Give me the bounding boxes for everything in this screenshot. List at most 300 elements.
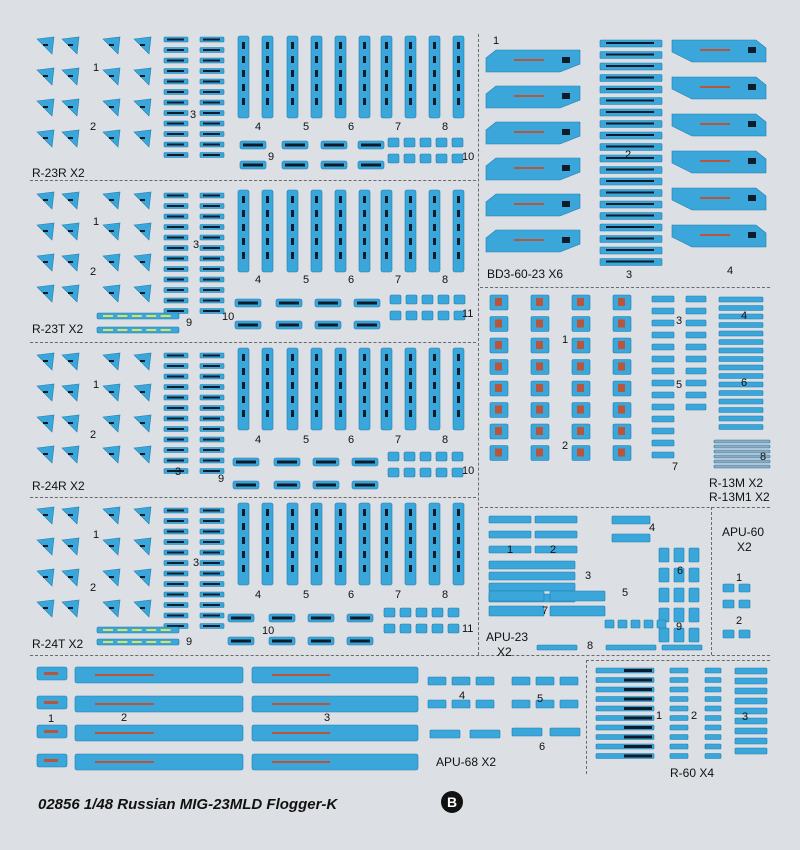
rail-end-mark [44,730,58,733]
stencil-text [167,428,184,430]
item-number: 7 [395,121,402,133]
stencil-text [167,449,184,451]
r60-small [705,725,721,730]
stencil-mark [363,354,366,361]
divider [586,660,587,774]
stencil-mark [433,56,436,63]
slot-mark [311,617,331,620]
stencil-text [167,39,184,41]
stencil-mark [291,252,294,259]
r13-long-stencil [719,323,763,328]
stencil-mark [339,551,342,558]
section-name-r13m1: R-13M1 X2 [709,490,770,504]
item-number: 5 [303,589,310,601]
stencil-mark [68,44,73,46]
stencil-mark [363,252,366,259]
r13-mark [495,363,502,371]
stencil-mark [109,514,114,516]
item-number: 7 [672,461,679,473]
r13-long-stencil [719,416,763,421]
stencil-mark [457,354,460,361]
stencil-text [203,268,220,270]
stencil-text [167,237,184,239]
stencil-mark [433,98,436,105]
stencil-mark [457,509,460,516]
r13-stencil [686,356,706,362]
stencil-mark [68,261,73,263]
stencil-text [203,49,220,51]
stencil-text [203,386,220,388]
stencil-text [167,268,184,270]
r13-mark [536,341,543,349]
apu23-block [659,548,669,562]
stencil-mark [339,523,342,530]
r13-mark [536,320,543,328]
stencil-mark [385,565,388,572]
section-name-apu23-qty: X2 [497,645,512,659]
stencil-mark [315,70,318,77]
stencil-mark [68,607,73,609]
stencil-mark [242,84,245,91]
stencil-mark [433,42,436,49]
slot-mark [318,324,338,327]
section-name-r13m: R-13M X2 [709,476,764,490]
r60-mark [624,679,652,682]
stencil-text [203,439,220,441]
stencil-mark [385,56,388,63]
stencil-mark [385,210,388,217]
stencil-mark [68,545,73,547]
stencil-mark [409,368,412,375]
stencil-mark [109,453,114,455]
stencil-mark [140,106,145,108]
stripe-mark [146,315,156,317]
r60-mark [624,736,652,739]
stencil-text [203,510,220,512]
pylon-symbol [562,93,570,99]
stencil-mark [409,84,412,91]
slot-mark [272,617,292,620]
stencil-text [167,355,184,357]
stencil-mark [68,230,73,232]
stencil-mark [457,238,460,245]
stencil-mark [409,410,412,417]
stencil-text [167,49,184,51]
stencil-text [167,407,184,409]
stencil-text [203,81,220,83]
r13-mark [495,320,502,328]
slot-mark [243,164,263,167]
item-number: 1 [736,572,743,584]
stencil-mark [68,75,73,77]
stencil-mark [363,551,366,558]
stencil-mark [385,382,388,389]
apu23-block [659,628,669,642]
pylon-stencil [700,234,730,236]
stencil-text [203,365,220,367]
stencil-text [167,594,184,596]
r13-long-stencil [719,425,763,430]
stencil-mark [109,137,114,139]
apu23-small [618,620,627,628]
stencil-mark [242,523,245,530]
stencil-text [167,205,184,207]
r13-stencil [686,320,706,326]
stencil-text [167,258,184,260]
stencil-text [167,300,184,302]
item-number: 4 [255,589,262,601]
apu68-decal [560,677,578,685]
stencil-mark [68,391,73,393]
item-number: 1 [93,216,100,228]
stencil-mark [339,56,342,63]
stencil-mark [109,360,114,362]
stencil-text [606,54,654,56]
stencil-mark [433,238,436,245]
stencil-mark [266,382,269,389]
item-number: 6 [677,565,684,577]
item-number: 2 [90,582,97,594]
r13-mark [536,406,543,414]
r60-small [670,678,688,683]
divider [30,497,476,498]
stencil-mark [433,551,436,558]
item-number: 7 [395,589,402,601]
stencil-text [606,42,654,44]
stencil-text [167,226,184,228]
stencil-mark [266,410,269,417]
small-square-decal [420,154,431,163]
r13-stencil [686,368,706,374]
apu60-decal [723,600,734,608]
stencil-text [203,60,220,62]
stencil-mark [43,261,48,263]
slot-mark [316,484,336,487]
stripe-mark [132,629,142,631]
r60-stencil [735,748,767,754]
pylon-symbol [748,121,756,127]
stencil-mark [266,238,269,245]
stencil-text [203,195,220,197]
stencil-mark [140,576,145,578]
r60-small [670,716,688,721]
r13-stencil [652,404,674,410]
stencil-mark [433,354,436,361]
stencil-mark [457,98,460,105]
stencil-text [203,552,220,554]
item-number: 1 [93,529,100,541]
stencil-text [203,154,220,156]
stencil-mark [385,196,388,203]
stencil-mark [242,396,245,403]
small-square-decal [420,468,431,477]
stencil-mark [242,252,245,259]
stencil-mark [266,396,269,403]
item-number: 4 [727,265,734,277]
stencil-mark [339,210,342,217]
stencil-text [203,39,220,41]
stencil-text [606,123,654,125]
stencil-text [203,531,220,533]
stencil-mark [140,360,145,362]
r13-stencil [686,404,706,410]
item-number: 2 [550,544,557,556]
stencil-mark [140,261,145,263]
apu68-decal [428,677,446,685]
item-number: 9 [218,473,225,485]
r13-mark [495,341,502,349]
slot-mark [285,144,305,147]
r13-long-stencil [719,408,763,413]
stencil-text [203,397,220,399]
r60-small [705,678,721,683]
apu68-decal [476,700,494,708]
divider [480,287,770,288]
stencil-text [203,520,220,522]
r13-mark [577,320,584,328]
apu23-small [644,620,653,628]
stencil-mark [409,523,412,530]
stencil-mark [409,252,412,259]
stripe-mark [103,629,113,631]
item-number: 2 [625,149,632,161]
small-square-decal [404,452,415,461]
pylon-stencil [514,59,544,61]
stripe-mark [132,329,142,331]
stencil-mark [291,70,294,77]
stencil-mark [140,545,145,547]
stencil-mark [43,106,48,108]
sheet-title: 02856 1/48 Russian MIG-23MLD Flogger-K [38,796,338,813]
r13-stencil [652,320,674,326]
small-square-decal [454,295,465,304]
stencil-mark [68,106,73,108]
apu68-decal [476,677,494,685]
stencil-mark [68,360,73,362]
pylon-symbol [748,47,756,53]
stencil-text [606,146,654,148]
r60-small [670,668,688,673]
section-name-r60: R-60 X4 [670,766,715,780]
stencil-mark [68,576,73,578]
apu23-block [674,548,684,562]
r13-long-stencil [719,365,763,370]
stencil-text [203,460,220,462]
stencil-mark [140,453,145,455]
stencil-mark [291,196,294,203]
r13-mark [618,298,625,306]
stencil-mark [409,224,412,231]
stencil-mark [363,410,366,417]
stencil-text [203,102,220,104]
r13-stencil [652,416,674,422]
stencil-mark [457,42,460,49]
stencil-text [203,144,220,146]
stencil-text [203,418,220,420]
small-square-decal [404,154,415,163]
stencil-mark [140,75,145,77]
stencil-mark [315,224,318,231]
stencil-mark [385,252,388,259]
pylon-stencil [700,123,730,125]
stencil-mark [457,523,460,530]
stencil-mark [109,261,114,263]
small-square-decal [452,138,463,147]
sheet-letter-badge: B [441,791,463,813]
section-name-apu60-qty: X2 [737,540,752,554]
pylon-symbol [748,158,756,164]
small-square-decal [448,624,459,633]
slot-mark [272,640,292,643]
r13-stencil [686,332,706,338]
stencil-text [606,65,654,67]
stencil-text [203,300,220,302]
stencil-text [203,562,220,564]
stencil-mark [291,396,294,403]
item-number: 6 [348,434,355,446]
r13-long-stencil [719,391,763,396]
stencil-text [167,520,184,522]
stencil-text [606,249,654,251]
stencil-mark [363,382,366,389]
apu23-decal [535,516,577,523]
small-square-decal [406,295,417,304]
stencil-mark [266,210,269,217]
apu23-block [689,548,699,562]
stencil-text [167,460,184,462]
apu68-decal [512,700,530,708]
stencil-mark [363,523,366,530]
section-name-r24t: R-24T X2 [32,637,84,651]
r60-small [670,754,688,759]
stripe-mark [146,641,156,643]
r13-mark [495,384,502,392]
apu68-decal [560,700,578,708]
section-name-apu60: APU-60 [722,525,765,539]
stencil-mark [266,523,269,530]
rail-stencil [272,674,330,676]
apu60-decal [723,630,734,638]
stencil-mark [43,230,48,232]
slot-mark [238,302,258,305]
item-number: 10 [462,465,475,477]
apu68-decal [428,700,446,708]
stencil-mark [385,396,388,403]
small-square-decal [390,295,401,304]
apu68-decal [536,677,554,685]
stencil-mark [140,230,145,232]
stencil-text [167,70,184,72]
r60-small [670,697,688,702]
stencil-text [167,615,184,617]
apu60-decal [739,584,750,592]
stencil-text [203,112,220,114]
stencil-text [167,510,184,512]
apu23-panel [489,606,544,616]
pylon-stencil [514,95,544,97]
stencil-mark [457,382,460,389]
stripe-mark [103,641,113,643]
slot-mark [238,324,258,327]
r13-mark [495,427,502,435]
rail-end-mark [44,759,58,762]
r60-mark [624,688,652,691]
slot-mark [279,324,299,327]
pylon-symbol [562,57,570,63]
stencil-text [606,261,654,263]
item-number: 4 [255,274,262,286]
stencil-text [167,418,184,420]
stencil-mark [109,607,114,609]
stencil-text [203,258,220,260]
stencil-mark [68,514,73,516]
r60-stencil [735,698,767,704]
stencil-mark [266,551,269,558]
stencil-mark [291,84,294,91]
stencil-mark [266,252,269,259]
r13-stencil [652,428,674,434]
apu23-block [689,588,699,602]
stencil-text [203,216,220,218]
r60-small [705,706,721,711]
slot-mark [355,461,375,464]
stencil-mark [43,545,48,547]
stencil-mark [409,354,412,361]
stencil-mark [140,199,145,201]
pylon-symbol [748,195,756,201]
stencil-mark [291,368,294,375]
r13-stencil [652,452,674,458]
item-number: 2 [90,121,97,133]
stencil-mark [339,537,342,544]
stencil-mark [315,396,318,403]
apu23-block [689,608,699,622]
item-number: 2 [121,712,128,724]
r60-mark [624,669,652,672]
stencil-text [606,203,654,205]
section-name-apu23: APU-23 [486,630,529,644]
stencil-text [203,428,220,430]
slot-mark [324,144,344,147]
r13-stencil [652,392,674,398]
stencil-mark [266,98,269,105]
r13-mark [618,384,625,392]
r60-small [705,754,721,759]
r60-small [670,706,688,711]
stencil-mark [291,410,294,417]
small-square-decal [420,138,431,147]
stencil-mark [385,98,388,105]
stencil-mark [409,551,412,558]
item-number: 9 [186,317,193,329]
small-square-decal [416,624,427,633]
stencil-mark [43,44,48,46]
small-square-decal [436,138,447,147]
stencil-text [167,195,184,197]
stencil-mark [266,224,269,231]
stencil-mark [68,453,73,455]
slot-mark [324,164,344,167]
item-number: 2 [90,266,97,278]
pylon-stencil [700,49,730,51]
r13-mark [577,298,584,306]
slot-mark [350,640,370,643]
apu23-strip [662,645,702,650]
stencil-text [203,594,220,596]
stencil-mark [385,410,388,417]
stencil-text [203,247,220,249]
stencil-mark [433,224,436,231]
